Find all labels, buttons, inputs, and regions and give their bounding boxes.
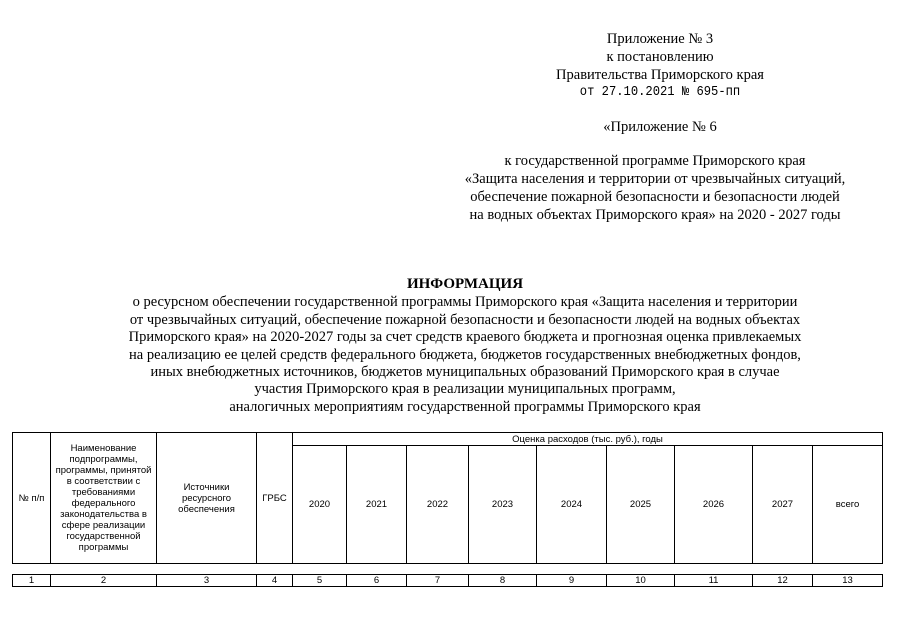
resource-table [12, 432, 883, 587]
column-number: 2 [51, 575, 157, 587]
header-number: № п/п [13, 433, 51, 564]
information-title: ИНФОРМАЦИЯ [406, 276, 524, 292]
header-total: всего [813, 446, 883, 564]
information-line: от чрезвычайных ситуаций, обеспечение пожарной безопасности и безопасности людей на водных объектах [129, 311, 801, 328]
header-year: 2021 [347, 446, 407, 564]
appendix-government: Правительства Приморского края [556, 67, 764, 83]
table-header-row [13, 433, 883, 446]
program-reference [420, 152, 890, 224]
column-number: 12 [753, 575, 813, 587]
program-ref-line: на водных объектах Приморского края» на 2020 - 2027 годы [469, 207, 841, 223]
header-year: 2026 [675, 446, 753, 564]
column-number: 7 [407, 575, 469, 587]
information-block [40, 276, 890, 416]
header-year: 2024 [537, 446, 607, 564]
header-name: Наименование подпрограммы, программы, принятой в соответствии с требованиями федерального законодательства в сфере реализации государственной программы [51, 433, 157, 564]
appendix-date-stamp: от 27.10.2021 № 695-пп [579, 85, 741, 100]
column-number: 13 [813, 575, 883, 587]
prior-appendix: «Приложение № 6 [603, 119, 717, 135]
header-estimate: Оценка расходов (тыс. руб.), годы [293, 433, 883, 446]
information-line: участия Приморского края в реализации муниципальных программ, [254, 381, 676, 398]
header-year: 2027 [753, 446, 813, 564]
appendix-number: Приложение № 3 [606, 31, 714, 47]
information-line: на реализацию ее целей средств федерального бюджета, бюджетов государственных внебюджетных фондов, [129, 346, 801, 363]
information-line: Приморского края» на 2020-2027 годы за счет средств краевого бюджета и прогнозная оценка привлекаемых [128, 329, 802, 346]
information-line: аналогичных мероприятиям государственной программы Приморского края [229, 398, 701, 415]
table-gap-row [13, 564, 883, 575]
information-line: иных внебюджетных источников, бюджетов муниципальных образований Приморского края в случае [150, 364, 780, 381]
column-number: 3 [157, 575, 257, 587]
program-ref-line: обеспечение пожарной безопасности и безопасности людей [470, 189, 840, 205]
column-number: 9 [537, 575, 607, 587]
column-number: 4 [257, 575, 293, 587]
program-ref-line: к государственной программе Приморского края [504, 153, 806, 169]
column-number-row [13, 575, 883, 587]
appendix-resolution-label: к постановлению [606, 49, 714, 65]
appendix-header [480, 30, 840, 102]
program-ref-line: «Защита населения и территории от чрезвычайных ситуаций, [464, 171, 846, 187]
column-number: 6 [347, 575, 407, 587]
header-year: 2022 [407, 446, 469, 564]
header-grbs: ГРБС [257, 433, 293, 564]
header-year: 2025 [607, 446, 675, 564]
column-number: 5 [293, 575, 347, 587]
information-line: о ресурсном обеспечении государственной программы Приморского края «Защита населения и территории [132, 294, 798, 311]
column-number: 10 [607, 575, 675, 587]
header-year: 2020 [293, 446, 347, 564]
column-number: 11 [675, 575, 753, 587]
column-number: 1 [13, 575, 51, 587]
header-sources: Источники ресурсного обеспечения [157, 433, 257, 564]
header-year: 2023 [469, 446, 537, 564]
column-number: 8 [469, 575, 537, 587]
